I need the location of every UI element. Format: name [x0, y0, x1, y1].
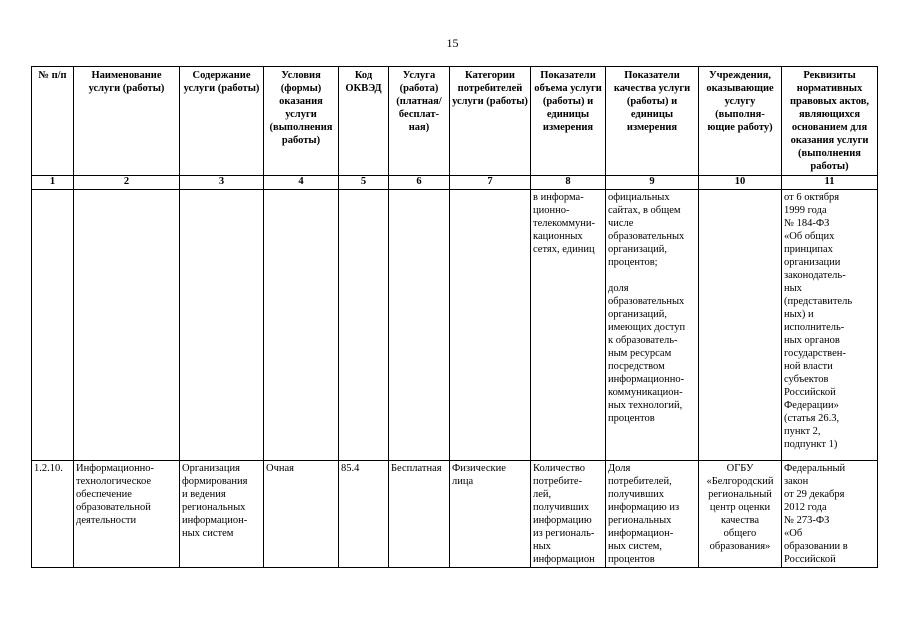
- page-number: 15: [446, 36, 459, 50]
- quality-indicator-cell: Доля потребителей, получивших информацию из региональных информацион- ных систем, процентов: [606, 461, 699, 568]
- paid-cell: Бесплатная: [389, 461, 450, 568]
- header-row: [32, 67, 878, 176]
- table-cell: [450, 190, 531, 461]
- column-number: 1: [32, 176, 74, 190]
- column-number: 7: [450, 176, 531, 190]
- table-cell: [74, 190, 180, 461]
- service-content-cell: Организация формирования и ведения региональных информацион- ных систем: [180, 461, 264, 568]
- header-requisites: Реквизиты нормативных правовых актов, являющихся основанием для оказания услуги (выполнения работы): [782, 67, 878, 176]
- table-cell: [180, 190, 264, 461]
- header-content: Содержание услуги (работы): [180, 67, 264, 176]
- column-number: 6: [389, 176, 450, 190]
- requisites-cell: от 6 октября 1999 года № 184-ФЗ «Об общих принципах организации законодатель- ных (представитель ных) и исполнитель- ных органов государствен- ной власти субъектов Российской Федерации» (статья 26.3, пункт 2, подпункт 1): [782, 190, 878, 461]
- table-cell: [389, 190, 450, 461]
- requisites-cell: Федеральный закон от 29 декабря 2012 года № 273-ФЗ «Об образовании в Российской: [782, 461, 878, 568]
- column-number-row: [32, 176, 878, 190]
- table-cell: [32, 190, 74, 461]
- table-cell: [699, 190, 782, 461]
- header-institution: Учреждения, оказывающие услугу (выполня- ющие работу): [699, 67, 782, 176]
- header-num: № п/п: [32, 67, 74, 176]
- header-conditions: Условия (формы) оказания услуги (выполнения работы): [264, 67, 339, 176]
- consumers-cell: Физические лица: [450, 461, 531, 568]
- table-cell: [339, 190, 389, 461]
- volume-indicator-cell: в информа- ционно- телекоммуни- кационных сетях, единиц: [531, 190, 606, 461]
- table-row: [32, 190, 878, 461]
- row-number-cell: 1.2.10.: [32, 461, 74, 568]
- column-number: 8: [531, 176, 606, 190]
- services-registry-table: [31, 66, 878, 568]
- header-okved: Код ОКВЭД: [339, 67, 389, 176]
- column-number: 3: [180, 176, 264, 190]
- column-number: 9: [606, 176, 699, 190]
- column-number: 10: [699, 176, 782, 190]
- header-consumers: Категории потребителей услуги (работы): [450, 67, 531, 176]
- column-number: 4: [264, 176, 339, 190]
- header-volume: Показатели объема услуги (работы) и единицы измерения: [531, 67, 606, 176]
- institution-cell: ОГБУ «Белгородский региональный центр оценки качества общего образования»: [699, 461, 782, 568]
- column-number: 2: [74, 176, 180, 190]
- header-paid: Услуга (работа) (платная/ бесплат- ная): [389, 67, 450, 176]
- service-name-cell: Информационно- технологическое обеспечение образовательной деятельности: [74, 461, 180, 568]
- quality-indicator-cell: официальных сайтах, в общем числе образовательных организаций, процентов; доля образовательных организаций, имеющих доступ к образователь- ным ресурсам посредством информационно- коммуникацион- ных технологий, процентов: [606, 190, 699, 461]
- header-quality: Показатели качества услуги (работы) и единицы измерения: [606, 67, 699, 176]
- column-number: 5: [339, 176, 389, 190]
- column-number: 11: [782, 176, 878, 190]
- table-row: [32, 461, 878, 568]
- okved-cell: 85.4: [339, 461, 389, 568]
- table-cell: [264, 190, 339, 461]
- volume-indicator-cell: Количество потребите- лей, получивших информацию из региональ- ных информацион: [531, 461, 606, 568]
- header-name: Наименование услуги (работы): [74, 67, 180, 176]
- conditions-cell: Очная: [264, 461, 339, 568]
